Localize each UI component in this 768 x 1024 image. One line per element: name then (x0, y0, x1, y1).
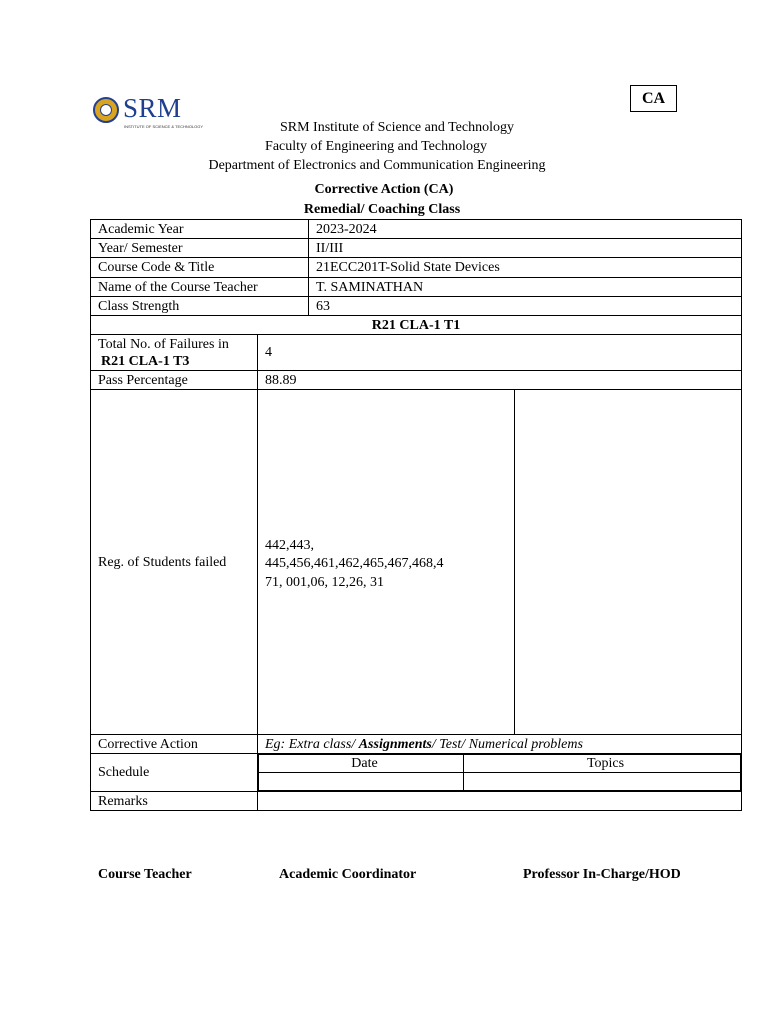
blank-cell (515, 390, 742, 735)
table-row (91, 754, 742, 792)
signature-academic-coordinator: Academic Coordinator (279, 867, 417, 882)
schedule-label: Schedule (91, 754, 258, 792)
failed-list-line: 445,456,461,462,465,467,468,4 (265, 556, 444, 571)
topics-header: Topics (464, 755, 741, 773)
failed-students-list (258, 390, 515, 735)
faculty-name: Faculty of Engineering and Technology (265, 139, 487, 154)
table-row (91, 371, 742, 390)
date-cell (259, 773, 464, 791)
remarks-value (258, 792, 742, 811)
remarks-label: Remarks (91, 792, 258, 811)
academic-year-value: 2023-2024 (309, 220, 742, 239)
corrective-action-rest: / Test/ Numerical problems (431, 736, 583, 752)
test-heading: R21 CLA-1 T1 (91, 316, 742, 335)
institute-name: SRM Institute of Science and Technology (279, 120, 514, 135)
table-row (91, 258, 742, 278)
failed-list-line: 442,443, (265, 538, 314, 553)
logo-text: SRM (123, 93, 182, 123)
corrective-action-label: Corrective Action (91, 735, 258, 754)
teacher-label: Name of the Course Teacher (91, 278, 309, 297)
table-row (91, 239, 742, 258)
class-strength-label: Class Strength (91, 297, 309, 316)
schedule-grid (258, 754, 742, 792)
failures-test-name: R21 CLA-1 T3 (101, 353, 190, 369)
corrective-action-value (258, 735, 742, 754)
table-row (91, 335, 742, 371)
signature-course-teacher: Course Teacher (98, 867, 192, 882)
date-header: Date (259, 755, 464, 773)
ca-form-table (90, 219, 742, 811)
department-name: Department of Electronics and Communication Engineering (208, 158, 546, 173)
course-label: Course Code & Title (91, 258, 309, 278)
table-row (91, 220, 742, 239)
doc-subtitle: Remedial/ Coaching Class (303, 202, 461, 217)
failures-value: 4 (258, 335, 742, 371)
topics-cell (464, 773, 741, 791)
course-value: 21ECC201T-Solid State Devices (309, 258, 742, 278)
corrective-action-eg: Eg: Extra class/ (265, 736, 359, 752)
table-row (91, 297, 742, 316)
table-row (91, 792, 742, 811)
year-semester-label: Year/ Semester (91, 239, 309, 258)
table-row (91, 278, 742, 297)
pass-percentage-value: 88.89 (258, 371, 742, 390)
logo-tagline: INSTITUTE OF SCIENCE & TECHNOLOGY (124, 124, 204, 129)
signature-hod: Professor In-Charge/HOD (523, 867, 681, 882)
teacher-value: T. SAMINATHAN (309, 278, 742, 297)
schedule-table (258, 754, 741, 791)
ca-badge: CA (630, 85, 677, 112)
academic-year-label: Academic Year (91, 220, 309, 239)
failures-label (91, 335, 258, 371)
table-row (91, 390, 742, 735)
corrective-action-assignments: Assignments (358, 736, 432, 752)
table-row (91, 735, 742, 754)
doc-title: Corrective Action (CA) (314, 182, 454, 197)
failed-students-label: Reg. of Students failed (91, 390, 258, 735)
class-strength-value: 63 (309, 297, 742, 316)
year-semester-value: II/III (309, 239, 742, 258)
failures-label-text: Total No. of Failures in (98, 336, 229, 352)
pass-percentage-label: Pass Percentage (91, 371, 258, 390)
failed-list-line: 71, 001,06, 12,26, 31 (265, 575, 384, 590)
table-row (91, 316, 742, 335)
